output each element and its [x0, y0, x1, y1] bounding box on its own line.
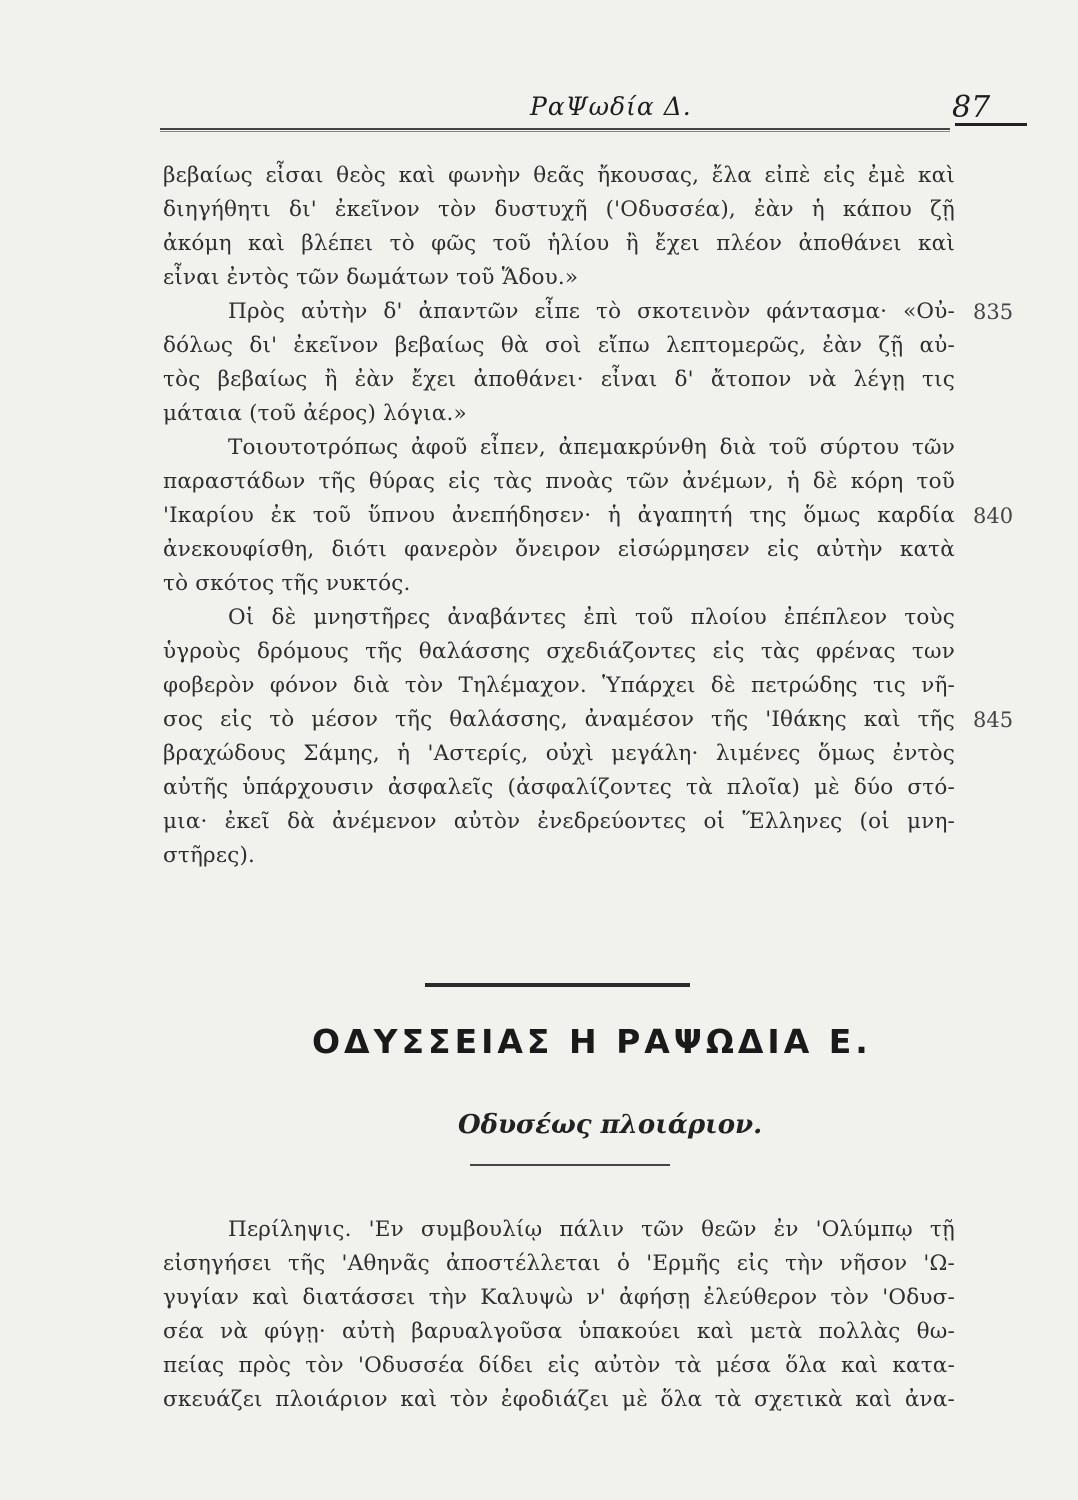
chapter-subtitle: Οδυσέως πλοιάριον.: [458, 1110, 763, 1140]
header-rule-thin: [160, 131, 950, 132]
text-line: βραχώδους Σάμης, ἡ 'Αστερίς, οὐχὶ μεγάλη· λιμένες ὅμως ἐντὸς: [163, 741, 955, 766]
text-line: τὸ σκότος τῆς νυκτός.: [163, 571, 411, 596]
summary-line: γυγίαν καὶ διατάσσει τὴν Καλυψὼ ν' ἀφήσῃ ἐλεύθερον τὸν 'Οδυσ-: [163, 1285, 955, 1310]
summary-line: σκευάζει πλοιάριον καὶ τὸν ἐφοδιάζει μὲ ὅλα τὰ σχετικὰ καὶ ἀνα-: [163, 1387, 955, 1412]
text-line: αὐτῆς ὑπάρχουσιν ἀσφαλεῖς (ἀσφαλίζοντες τὰ πλοῖα) μὲ δύο στό-: [163, 775, 955, 800]
section-divider: [425, 983, 690, 987]
text-line: Πρὸς αὐτὴν δ' ἀπαντῶν εἶπε τὸ σκοτεινὸν φάντασμα· «Οὐ-: [228, 299, 955, 324]
text-line: μια· ἐκεῖ δὰ ἀνέμενον αὐτὸν ἐνεδρεύοντες οἱ Ἕλληνες (οἱ μνη-: [163, 809, 955, 834]
text-line: φοβερὸν φόνον διὰ τὸν Τηλέμαχον. Ὑπάρχει δὲ πετρώδης τις νῆ-: [163, 673, 955, 698]
text-line: Οἱ δὲ μνηστῆρες ἀναβάντες ἐπὶ τοῦ πλοίου ἐπέπλεον τοὺς: [228, 605, 955, 630]
page-number: 87: [952, 90, 991, 125]
header-rule: [160, 128, 950, 130]
running-title: ΡαΨωδία Δ.: [530, 92, 692, 121]
text-line: διηγήθητι δι' ἐκεῖνον τὸν δυστυχῆ ('Οδυσσέα), ἐὰν ἡ κάπου ζῇ: [163, 197, 955, 222]
line-number: 835: [973, 300, 1014, 324]
chapter-title: ΟΔΥΣΣΕΙΑΣ Η ΡΑΨΩΔΙΑ Ε.: [312, 1022, 872, 1061]
summary-line: σέα νὰ φύγῃ· αὐτὴ βαρυαλγοῦσα ὑπακούει καὶ μετὰ πολλὰς θω-: [163, 1319, 955, 1344]
text-line: Τοιουτοτρόπως ἀφοῦ εἶπεν, ἀπεμακρύνθη διὰ τοῦ σύρτου τῶν: [228, 435, 955, 460]
text-line: τὸς βεβαίως ἢ ἐὰν ἔχει ἀποθάνει· εἶναι δ' ἄτοπον νὰ λέγῃ τις: [163, 367, 955, 392]
summary-line: εἰσηγήσει τῆς 'Αθηνᾶς ἀποστέλλεται ὁ 'Ερμῆς εἰς τὴν νῆσον 'Ω-: [163, 1251, 955, 1276]
subtitle-rule: [470, 1164, 670, 1166]
text-line: ἀνεκουφίσθη, διότι φανερὸν ὄνειρον εἰσώρμησεν εἰς αὐτὴν κατὰ: [163, 537, 955, 562]
line-number: 840: [973, 504, 1014, 528]
line-number: 845: [973, 708, 1014, 732]
text-line: 'Ικαρίου ἐκ τοῦ ὕπνου ἀνεπήδησεν· ἡ ἀγαπητή της ὅμως καρδία: [163, 503, 955, 528]
text-line: σος εἰς τὸ μέσον τῆς θαλάσσης, ἀναμέσον τῆς 'Ιθάκης καὶ τῆς: [163, 707, 955, 732]
text-line: παραστάδων τῆς θύρας εἰς τὰς πνοὰς τῶν ἀνέμων, ἡ δὲ κόρη τοῦ: [163, 469, 955, 494]
text-line: εἶναι ἐντὸς τῶν δωμάτων τοῦ Ἅδου.»: [163, 265, 579, 290]
summary-line: Περίληψις. 'Εν συμβουλίῳ πάλιν τῶν θεῶν ἐν 'Ολύμπῳ τῇ: [228, 1217, 955, 1242]
text-line: στῆρες).: [163, 843, 256, 868]
page-number-underline: [955, 123, 1027, 126]
text-line: ὑγροὺς δρόμους τῆς θαλάσσης σχεδιάζοντες εἰς τὰς φρένας των: [163, 639, 955, 664]
text-line: βεβαίως εἶσαι θεὸς καὶ φωνὴν θεᾶς ἤκουσας, ἔλα εἰπὲ εἰς ἐμὲ καὶ: [163, 163, 955, 188]
summary-line: πείας πρὸς τὸν 'Οδυσσέα δίδει εἰς αὐτὸν τὰ μέσα ὅλα καὶ κατα-: [163, 1353, 955, 1378]
text-line: δόλως δι' ἐκεῖνον βεβαίως θὰ σοὶ εἴπω λεπτομερῶς, ἐὰν ζῇ αὐ-: [163, 333, 955, 358]
text-line: ἀκόμη καὶ βλέπει τὸ φῶς τοῦ ἡλίου ἢ ἔχει πλέον ἀποθάνει καὶ: [163, 231, 955, 256]
text-line: μάταια (τοῦ ἀέρος) λόγια.»: [163, 401, 467, 426]
